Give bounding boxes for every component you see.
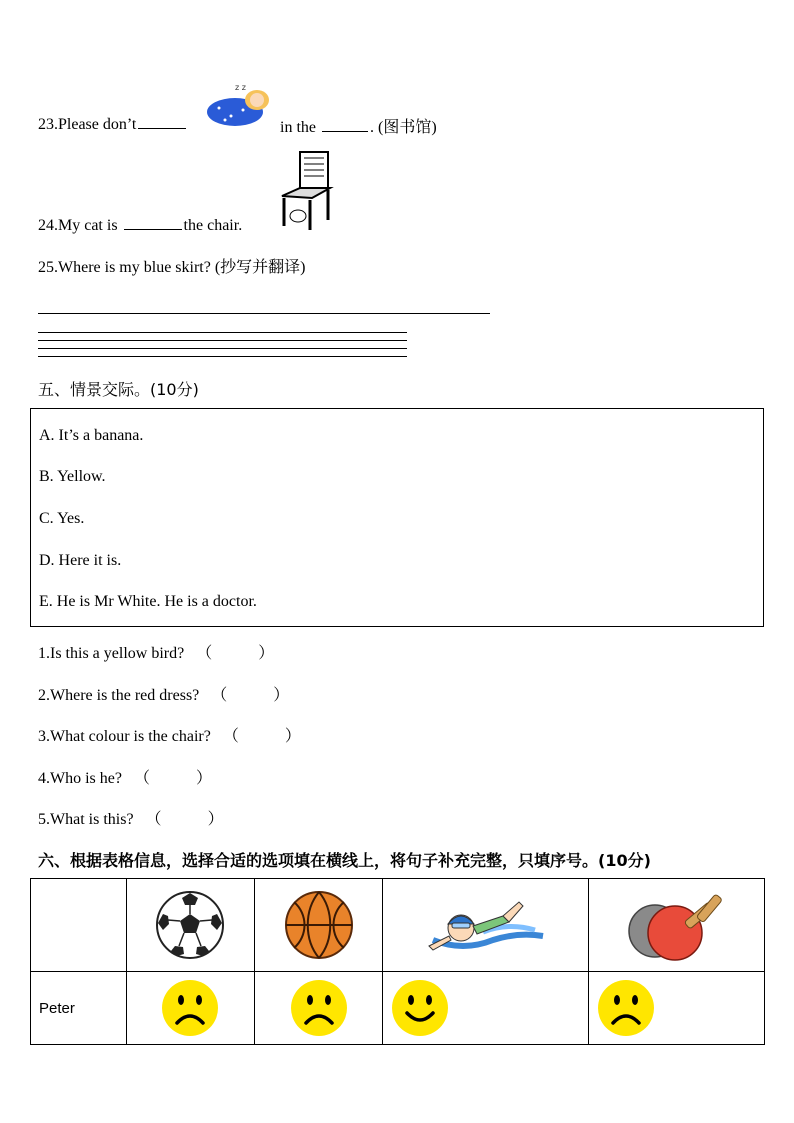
option-a: A. It’s a banana.	[39, 427, 144, 444]
option-c: C. Yes.	[39, 510, 85, 527]
face-cell	[254, 972, 382, 1045]
header-cell	[126, 879, 254, 972]
question-23: 23.Please don’t	[38, 114, 188, 134]
writing-line	[38, 348, 407, 349]
answer-line[interactable]	[38, 313, 490, 314]
answer-blank[interactable]	[124, 215, 182, 230]
question-2: 2.Where is the red dress? （ ）	[38, 687, 290, 704]
basketball-icon	[284, 890, 354, 960]
option-b: B. Yellow.	[39, 468, 106, 485]
row-label-cell	[31, 972, 127, 1045]
question-24: 24.My cat is the chair.	[38, 217, 243, 234]
writing-line	[38, 356, 407, 357]
question-5: 5.What is this? （ ）	[38, 811, 224, 828]
sad-face-icon	[597, 979, 655, 1037]
answer-blank[interactable]	[322, 117, 368, 132]
section-6-title: 六、根据表格信息，选择合适的选项填在横线上，将句子补充完整，只填序号。(10分)	[38, 851, 651, 870]
option-e: E. He is Mr White. He is a doctor.	[39, 593, 257, 610]
sleeping-girl-icon	[205, 82, 275, 134]
writing-line[interactable]	[38, 332, 407, 333]
option-d: D. Here it is.	[39, 552, 122, 569]
question-23-tail: in the . (图书馆)	[280, 119, 437, 136]
swimming-icon	[423, 892, 547, 958]
writing-line	[38, 340, 407, 341]
face-cell	[126, 972, 254, 1045]
face-cell	[588, 972, 764, 1045]
happy-face-icon	[391, 979, 449, 1037]
face-cell	[383, 972, 588, 1045]
activity-table	[30, 878, 765, 1045]
chair-icon	[278, 150, 334, 232]
question-1: 1.Is this a yellow bird? （ ）	[38, 645, 275, 662]
header-cell	[254, 879, 382, 972]
header-cell	[588, 879, 764, 972]
question-25: 25.Where is my blue skirt? (抄写并翻译)	[38, 259, 306, 276]
section-5-title: 五、情景交际。(10分)	[38, 380, 199, 399]
answer-blank[interactable]	[138, 114, 186, 129]
football-icon	[155, 890, 225, 960]
ping-pong-icon	[621, 889, 731, 961]
sad-face-icon	[161, 979, 219, 1037]
header-cell	[383, 879, 588, 972]
options-box	[30, 408, 764, 627]
question-4: 4.Who is he? （ ）	[38, 770, 213, 787]
sad-face-icon	[290, 979, 348, 1037]
question-3: 3.What colour is the chair? （ ）	[38, 728, 301, 745]
svg-text:z z: z z	[235, 83, 246, 92]
header-empty-cell	[31, 879, 127, 972]
row-label: Peter	[39, 999, 75, 1017]
